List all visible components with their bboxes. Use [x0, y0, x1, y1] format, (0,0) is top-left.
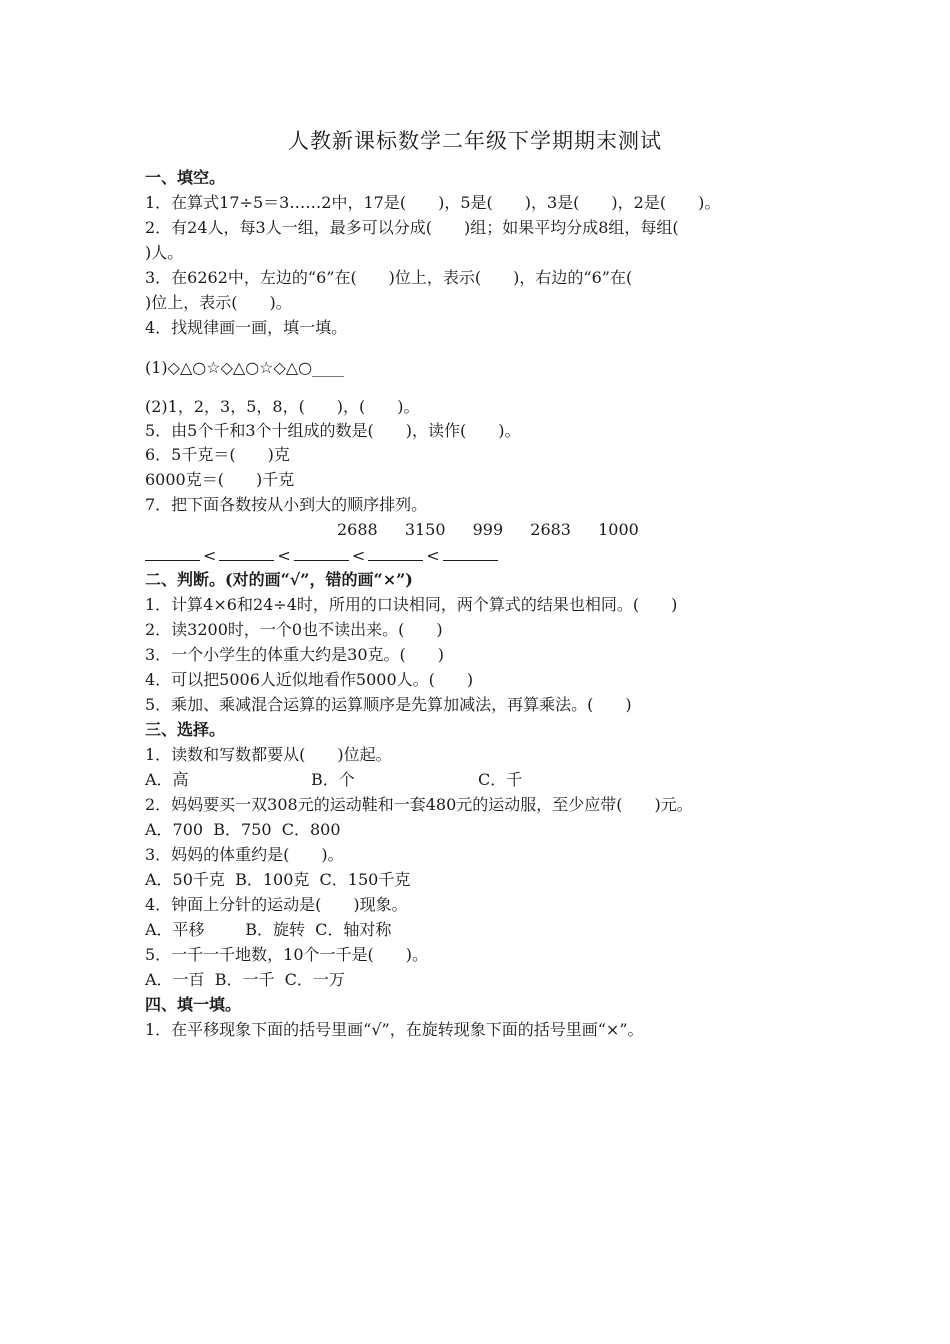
- answer-blank[interactable]: [294, 543, 349, 561]
- section-heading-true-false: 二、判断。(对的画“√”，错的画“×”): [145, 570, 413, 589]
- choice-option-a: A．高: [145, 770, 189, 789]
- judge-item: 2．读3200时，一个0也不读出来。( ): [145, 620, 443, 639]
- less-than-sign: <: [426, 546, 440, 565]
- choice-options-4: A．平移 B．旋转 C．轴对称: [145, 920, 392, 939]
- number-item: 2683: [530, 520, 571, 539]
- question-1-4: 4．找规律画一画，填一填。: [145, 318, 348, 337]
- question-1-4-2: (2)1，2，3，5，8，( )，( )。: [145, 397, 420, 416]
- question-1-2: 2．有24人，每3人一组，最多可以分成( )组；如果平均分成8组，每组(: [145, 218, 679, 237]
- question-1-3-cont: )位上，表示( )。: [145, 293, 292, 312]
- number-list: [337, 518, 661, 542]
- question-1-7: 7．把下面各数按从小到大的顺序排列。: [145, 495, 428, 514]
- number-item: 3150: [404, 520, 446, 539]
- section-heading-choice: 三、选择。: [145, 720, 226, 739]
- choice-question-1: 1．读数和写数都要从( )位起。: [145, 745, 392, 764]
- choice-options-2: A．700 B．750 C．800: [145, 820, 341, 839]
- answer-blank[interactable]: [443, 543, 498, 561]
- question-1-1: 1．在算式17÷5＝3……2中，17是( )，5是( )，3是( )，2是( )。: [145, 193, 721, 212]
- page-title: 人教新课标数学二年级下学期期末测试: [288, 129, 662, 153]
- ordering-blanks: [145, 543, 498, 568]
- less-than-sign: <: [277, 546, 291, 565]
- choice-question-3: 3．妈妈的体重约是( )。: [145, 845, 344, 864]
- question-1-2-cont: )人。: [145, 243, 184, 262]
- choice-question-5: 5．一千一千地数，10个一千是( )。: [145, 945, 429, 964]
- judge-item: 3．一个小学生的体重大约是30克。( ): [145, 645, 445, 664]
- judge-item: 5．乘加、乘减混合运算的运算顺序是先算加减法，再算乘法。( ): [145, 695, 632, 714]
- judge-item: 1．计算4×6和24÷4时，所用的口诀相同，两个算式的结果也相同。( ): [145, 595, 678, 614]
- question-1-6: 6．5千克＝( )克: [145, 445, 290, 464]
- choice-question-4: 4．钟面上分针的运动是( )现象。: [145, 895, 408, 914]
- choice-question-2: 2．妈妈要买一双308元的运动鞋和一套480元的运动服，至少应带( )元。: [145, 795, 693, 814]
- answer-blank[interactable]: [368, 543, 423, 561]
- number-item: 2688: [337, 520, 378, 539]
- judge-item: 4．可以把5006人近似地看作5000人。( ): [145, 670, 474, 689]
- choice-options-3: A．50千克 B．100克 C．150千克: [145, 870, 411, 889]
- question-1-4-1: (1)◇△○☆◇△○☆◇△○____: [145, 358, 345, 377]
- fill-question-1: 1．在平移现象下面的括号里画“√”，在旋转现象下面的括号里画“×”。: [145, 1020, 644, 1039]
- less-than-sign: <: [351, 546, 366, 565]
- less-than-sign: <: [203, 546, 217, 565]
- choice-options-5: A．一百 B．一千 C．一万: [145, 970, 345, 989]
- number-item: 999: [472, 520, 504, 539]
- question-1-6-b: 6000克＝( )千克: [145, 470, 295, 489]
- number-item: 1000: [598, 520, 639, 539]
- answer-blank[interactable]: [145, 543, 200, 561]
- answer-blank[interactable]: [219, 543, 274, 561]
- question-1-5: 5．由5个千和3个十组成的数是( )，读作( )。: [145, 421, 521, 440]
- question-1-3: 3．在6262中，左边的“6”在( )位上，表示( )，右边的“6”在(: [145, 268, 633, 287]
- section-heading-fill-in: 一、填空。: [145, 168, 226, 187]
- choice-option-b: B．个: [311, 770, 355, 789]
- choice-option-c: C．千: [478, 770, 523, 789]
- section-heading-fill: 四、填一填。: [145, 995, 242, 1014]
